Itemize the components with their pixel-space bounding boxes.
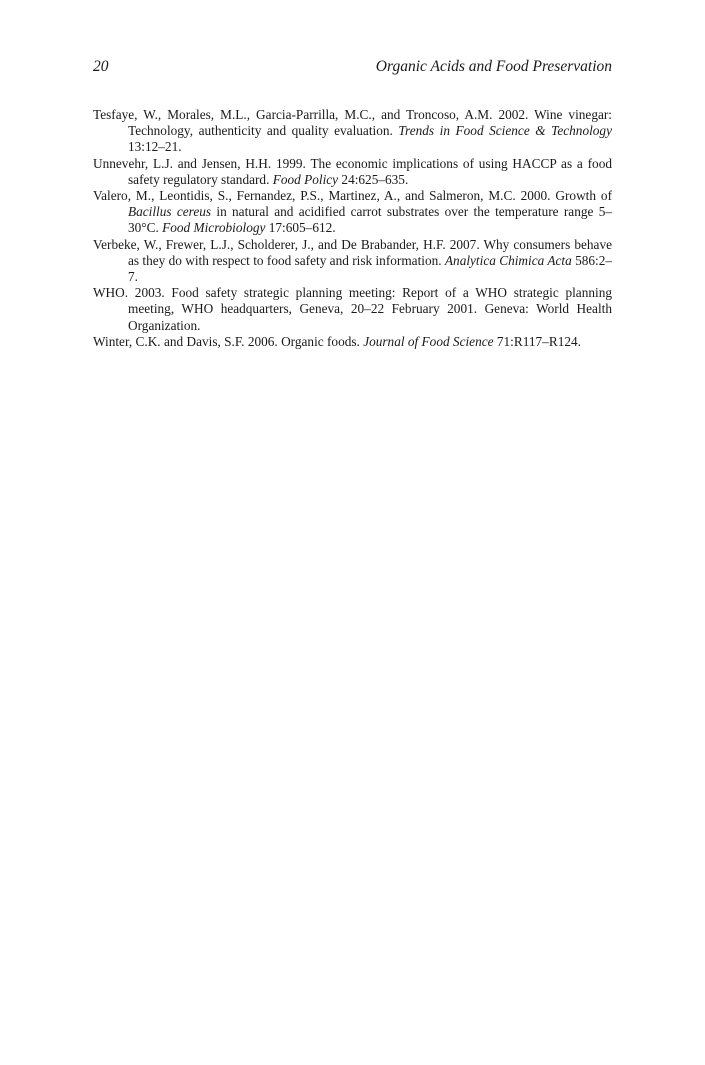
reference-text: WHO. 2003. Food safety strategic planning meeting: Report of a WHO strategic planning meeting, WHO headquarters, Geneva, 20–22 February 2001. Geneva: World Health Organization. <box>93 285 612 333</box>
reference-list <box>93 107 612 350</box>
reference-source: Analytica Chimica Acta <box>444 252 572 268</box>
reference-citation: 586:2–7. <box>128 252 613 285</box>
reference-text: Winter, C.K. and Davis, S.F. 2006. Organic foods. <box>93 333 364 349</box>
page-header <box>93 58 612 80</box>
reference-source: Food Policy <box>272 171 339 187</box>
reference-text: Verbeke, W., Frewer, L.J., Scholderer, J., and De Brabander, H.F. 2007. Why consumers behave as they do with respect to food safety and risk information. <box>93 236 612 268</box>
page-number: 20 <box>93 58 109 75</box>
reference-source: Trends in Food Science & Technology <box>398 123 612 139</box>
reference-text: Tesfaye, W., Morales, M.L., Garcia-Parrilla, M.C., and Troncoso, A.M. 2002. Wine vinegar: Technology, authenticity and quality evaluation. <box>93 107 612 139</box>
reference-entry <box>93 156 612 188</box>
reference-citation: 17:605–612. <box>265 220 336 236</box>
running-title: Organic Acids and Food Preservation <box>375 58 612 75</box>
reference-text: in natural and acidified carrot substrates over the temperature range 5–30°C. <box>128 204 612 236</box>
reference-species: Bacillus cereus <box>128 204 212 220</box>
reference-source: Journal of Food Science <box>363 333 494 349</box>
reference-entry <box>93 285 612 334</box>
reference-text: Unnevehr, L.J. and Jensen, H.H. 1999. The economic implications of using HACCP as a food safety regulatory standard. <box>93 155 612 187</box>
reference-citation: 13:12–21. <box>128 139 182 155</box>
reference-source: Food Microbiology <box>162 220 266 236</box>
reference-entry <box>93 107 612 156</box>
reference-citation: 24:625–635. <box>338 171 409 187</box>
reference-text: Valero, M., Leontidis, S., Fernandez, P.S., Martinez, A., and Salmeron, M.C. 2000. Growth of <box>93 188 612 204</box>
reference-entry <box>93 334 612 350</box>
reference-citation: 71:R117–R124. <box>493 333 581 349</box>
reference-entry <box>93 188 612 237</box>
reference-entry <box>93 237 612 286</box>
